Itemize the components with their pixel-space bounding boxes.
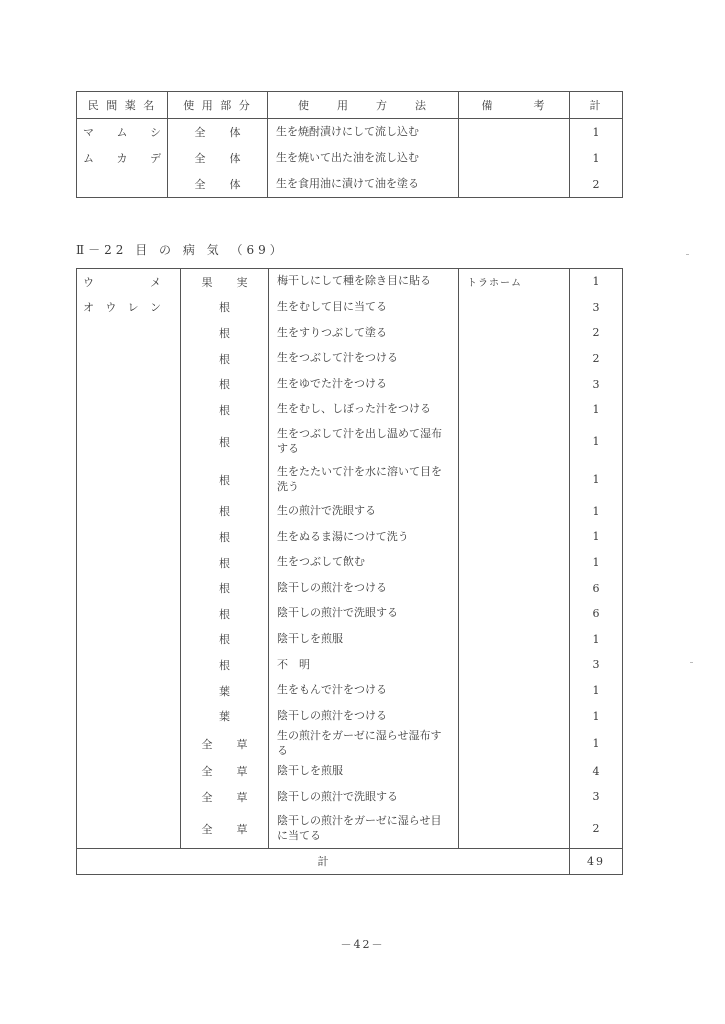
count: 1 bbox=[570, 119, 623, 146]
name-char: ウ bbox=[83, 275, 94, 289]
table-row bbox=[77, 678, 623, 704]
remedy-table-1 bbox=[76, 91, 623, 198]
part-char: 草 bbox=[236, 790, 248, 804]
name-char: メ bbox=[150, 275, 161, 289]
remarks bbox=[459, 423, 570, 461]
usage-method: 生をゆでた汁をつける bbox=[269, 371, 459, 397]
remedy-name bbox=[77, 601, 181, 627]
header-name: 民 間 薬 名 bbox=[77, 92, 168, 119]
used-part bbox=[181, 550, 269, 576]
part-char: 草 bbox=[236, 822, 248, 836]
table-row bbox=[77, 703, 623, 729]
table-row bbox=[77, 295, 623, 321]
scan-mark bbox=[690, 662, 693, 663]
part-char: 全 bbox=[201, 737, 213, 751]
remedy-name bbox=[77, 371, 181, 397]
name-char: オ bbox=[83, 301, 94, 315]
used-part bbox=[181, 759, 269, 785]
used-part bbox=[181, 320, 269, 346]
part-char: 根 bbox=[219, 352, 230, 366]
remedy-name bbox=[77, 320, 181, 346]
part-char: 根 bbox=[219, 473, 230, 487]
part-char: 草 bbox=[236, 737, 248, 751]
used-part bbox=[181, 575, 269, 601]
remedy-name bbox=[77, 703, 181, 729]
part-char: 葉 bbox=[219, 684, 230, 698]
usage-method: 生をぬるま湯につけて洗う bbox=[269, 524, 459, 550]
count: 1 bbox=[570, 678, 623, 704]
usage-method: 生をつぶして飲む bbox=[269, 550, 459, 576]
count: 1 bbox=[570, 423, 623, 461]
part-char: 根 bbox=[219, 403, 230, 417]
table-row bbox=[77, 269, 623, 295]
usage-method: 生をむし、しぼった汁をつける bbox=[269, 397, 459, 423]
usage-method: 生をむして目に当てる bbox=[269, 295, 459, 321]
remedy-name bbox=[77, 295, 181, 321]
name-char: ム bbox=[116, 126, 128, 139]
table-row bbox=[77, 145, 623, 171]
count: 1 bbox=[570, 461, 623, 499]
part-char: 根 bbox=[219, 435, 230, 449]
remarks bbox=[459, 499, 570, 525]
table-row bbox=[77, 575, 623, 601]
used-part bbox=[181, 269, 269, 295]
remarks bbox=[459, 678, 570, 704]
part-char: 体 bbox=[229, 152, 241, 165]
count: 1 bbox=[570, 550, 623, 576]
table-row bbox=[77, 810, 623, 849]
usage-method: 生の煎汁をガーゼに湿らせ湿布する bbox=[269, 729, 459, 759]
remarks bbox=[459, 320, 570, 346]
remedy-name bbox=[77, 524, 181, 550]
header-method: 使 用 方 法 bbox=[268, 92, 459, 119]
count: 1 bbox=[570, 397, 623, 423]
remarks: トラホーム bbox=[459, 269, 570, 295]
count: 1 bbox=[570, 269, 623, 295]
remarks bbox=[459, 729, 570, 759]
remedy-table-2 bbox=[76, 268, 623, 875]
remedy-name bbox=[77, 499, 181, 525]
count: 1 bbox=[570, 145, 623, 171]
remedy-name bbox=[77, 397, 181, 423]
remarks bbox=[459, 550, 570, 576]
table-row bbox=[77, 524, 623, 550]
part-char: 根 bbox=[219, 301, 230, 315]
part-char: 全 bbox=[201, 765, 213, 779]
count: 6 bbox=[570, 575, 623, 601]
used-part bbox=[168, 119, 268, 146]
part-char: 草 bbox=[236, 765, 248, 779]
part-char: 実 bbox=[236, 275, 248, 289]
usage-method: 陰干しを煎服 bbox=[269, 759, 459, 785]
part-char: 葉 bbox=[219, 710, 230, 724]
name-char: カ bbox=[116, 152, 128, 165]
count: 2 bbox=[570, 320, 623, 346]
name-char: ウ bbox=[105, 301, 117, 315]
usage-method: 陰干しの煎汁をつける bbox=[269, 703, 459, 729]
used-part bbox=[181, 703, 269, 729]
count: 1 bbox=[570, 524, 623, 550]
header-part: 使 用 部 分 bbox=[168, 92, 268, 119]
header-count: 計 bbox=[570, 92, 623, 119]
remarks bbox=[459, 703, 570, 729]
remedy-name bbox=[77, 119, 168, 146]
part-char: 体 bbox=[229, 126, 241, 139]
remarks bbox=[459, 652, 570, 678]
table-row bbox=[77, 371, 623, 397]
name-char: ン bbox=[149, 301, 161, 315]
table-row bbox=[77, 729, 623, 759]
usage-method: 陰干しの煎汁で洗眼する bbox=[269, 601, 459, 627]
count: 4 bbox=[570, 759, 623, 785]
usage-method: 陰干しの煎汁をつける bbox=[269, 575, 459, 601]
table-row bbox=[77, 397, 623, 423]
part-char: 根 bbox=[219, 582, 230, 596]
remedy-name bbox=[77, 461, 181, 499]
part-char: 根 bbox=[219, 556, 230, 570]
table-row bbox=[77, 346, 623, 372]
part-char: 根 bbox=[219, 530, 230, 544]
remarks bbox=[459, 119, 570, 146]
part-char: 根 bbox=[219, 378, 230, 392]
table-row bbox=[77, 627, 623, 653]
part-char: 根 bbox=[219, 607, 230, 621]
part-char: 根 bbox=[219, 633, 230, 647]
table-row bbox=[77, 759, 623, 785]
remedy-name bbox=[77, 171, 168, 198]
remedy-name bbox=[77, 346, 181, 372]
header-note: 備 考 bbox=[459, 92, 570, 119]
table-row bbox=[77, 461, 623, 499]
used-part bbox=[181, 423, 269, 461]
usage-method: 生を焼酎漬けにして流し込む bbox=[268, 119, 459, 146]
remedy-name bbox=[77, 575, 181, 601]
used-part bbox=[181, 627, 269, 653]
count: 6 bbox=[570, 601, 623, 627]
used-part bbox=[181, 652, 269, 678]
used-part bbox=[168, 145, 268, 171]
part-char: 全 bbox=[194, 152, 206, 165]
total-label: 計 bbox=[77, 848, 570, 874]
table-row bbox=[77, 499, 623, 525]
count: 2 bbox=[570, 810, 623, 849]
count: 3 bbox=[570, 784, 623, 810]
remarks bbox=[459, 575, 570, 601]
remedy-name bbox=[77, 784, 181, 810]
part-char: 全 bbox=[194, 178, 206, 191]
count: 3 bbox=[570, 371, 623, 397]
part-char: 体 bbox=[229, 178, 241, 191]
remedy-name bbox=[77, 145, 168, 171]
table-row bbox=[77, 784, 623, 810]
remarks bbox=[459, 346, 570, 372]
part-char: 全 bbox=[201, 822, 213, 836]
used-part bbox=[181, 295, 269, 321]
usage-method: 梅干しにして種を除き目に貼る bbox=[269, 269, 459, 295]
usage-method: 生をすりつぶして塗る bbox=[269, 320, 459, 346]
remarks bbox=[459, 171, 570, 198]
part-char: 果 bbox=[201, 275, 213, 289]
table-row bbox=[77, 652, 623, 678]
part-char: 全 bbox=[201, 790, 213, 804]
table-row bbox=[77, 320, 623, 346]
remedy-name bbox=[77, 627, 181, 653]
usage-method: 陰干しの煎汁をガーゼに湿らせ目に当てる bbox=[269, 810, 459, 849]
page-number: －42－ bbox=[340, 938, 385, 951]
count: 2 bbox=[570, 171, 623, 198]
remarks bbox=[459, 759, 570, 785]
used-part bbox=[181, 397, 269, 423]
usage-method: 生を食用油に漬けて油を塗る bbox=[268, 171, 459, 198]
used-part bbox=[181, 499, 269, 525]
usage-method: 生をつぶして汁をつける bbox=[269, 346, 459, 372]
remarks bbox=[459, 524, 570, 550]
remarks bbox=[459, 627, 570, 653]
remedy-name bbox=[77, 678, 181, 704]
part-char: 根 bbox=[219, 505, 230, 519]
used-part bbox=[181, 810, 269, 849]
count: 1 bbox=[570, 703, 623, 729]
count: 3 bbox=[570, 295, 623, 321]
usage-method: 生をもんで汁をつける bbox=[269, 678, 459, 704]
usage-method: 陰干しを煎服 bbox=[269, 627, 459, 653]
used-part bbox=[181, 346, 269, 372]
total-value: 49 bbox=[570, 848, 623, 874]
count: 1 bbox=[570, 729, 623, 759]
used-part bbox=[168, 171, 268, 198]
count: 1 bbox=[570, 627, 623, 653]
remedy-name bbox=[77, 652, 181, 678]
table-row bbox=[77, 171, 623, 198]
table-row bbox=[77, 119, 623, 146]
name-char: デ bbox=[150, 152, 161, 165]
remarks bbox=[459, 810, 570, 849]
part-char: 全 bbox=[194, 126, 206, 139]
count: 1 bbox=[570, 499, 623, 525]
remedy-name bbox=[77, 759, 181, 785]
usage-method: 不 明 bbox=[269, 652, 459, 678]
used-part bbox=[181, 461, 269, 499]
count: 3 bbox=[570, 652, 623, 678]
table-header bbox=[77, 92, 623, 119]
remarks bbox=[459, 461, 570, 499]
remedy-name bbox=[77, 550, 181, 576]
used-part bbox=[181, 371, 269, 397]
count: 2 bbox=[570, 346, 623, 372]
table-row bbox=[77, 601, 623, 627]
remarks bbox=[459, 397, 570, 423]
used-part bbox=[181, 678, 269, 704]
table-row bbox=[77, 423, 623, 461]
usage-method: 陰干しの煎汁で洗眼する bbox=[269, 784, 459, 810]
section-title: Ⅱ－22 目 の 病 気 （69） bbox=[76, 243, 286, 257]
used-part bbox=[181, 729, 269, 759]
remedy-name bbox=[77, 729, 181, 759]
part-char: 根 bbox=[219, 658, 230, 672]
remarks bbox=[459, 371, 570, 397]
scan-mark bbox=[686, 254, 689, 255]
remarks bbox=[459, 145, 570, 171]
usage-method: 生を焼いて出た油を流し込む bbox=[268, 145, 459, 171]
usage-method: 生をつぶして汁を出し温めて湿布する bbox=[269, 423, 459, 461]
table-row bbox=[77, 550, 623, 576]
remarks bbox=[459, 784, 570, 810]
part-char: 根 bbox=[219, 326, 230, 340]
remarks bbox=[459, 295, 570, 321]
used-part bbox=[181, 524, 269, 550]
total-row bbox=[77, 848, 623, 874]
remedy-name bbox=[77, 423, 181, 461]
used-part bbox=[181, 601, 269, 627]
name-char: ム bbox=[83, 152, 94, 165]
usage-method: 生をたたいて汁を水に溶いて目を洗う bbox=[269, 461, 459, 499]
remedy-name bbox=[77, 269, 181, 295]
name-char: シ bbox=[150, 126, 161, 139]
remarks bbox=[459, 601, 570, 627]
remedy-name bbox=[77, 810, 181, 849]
name-char: マ bbox=[83, 126, 94, 139]
used-part bbox=[181, 784, 269, 810]
name-char: レ bbox=[127, 301, 139, 315]
usage-method: 生の煎汁で洗眼する bbox=[269, 499, 459, 525]
